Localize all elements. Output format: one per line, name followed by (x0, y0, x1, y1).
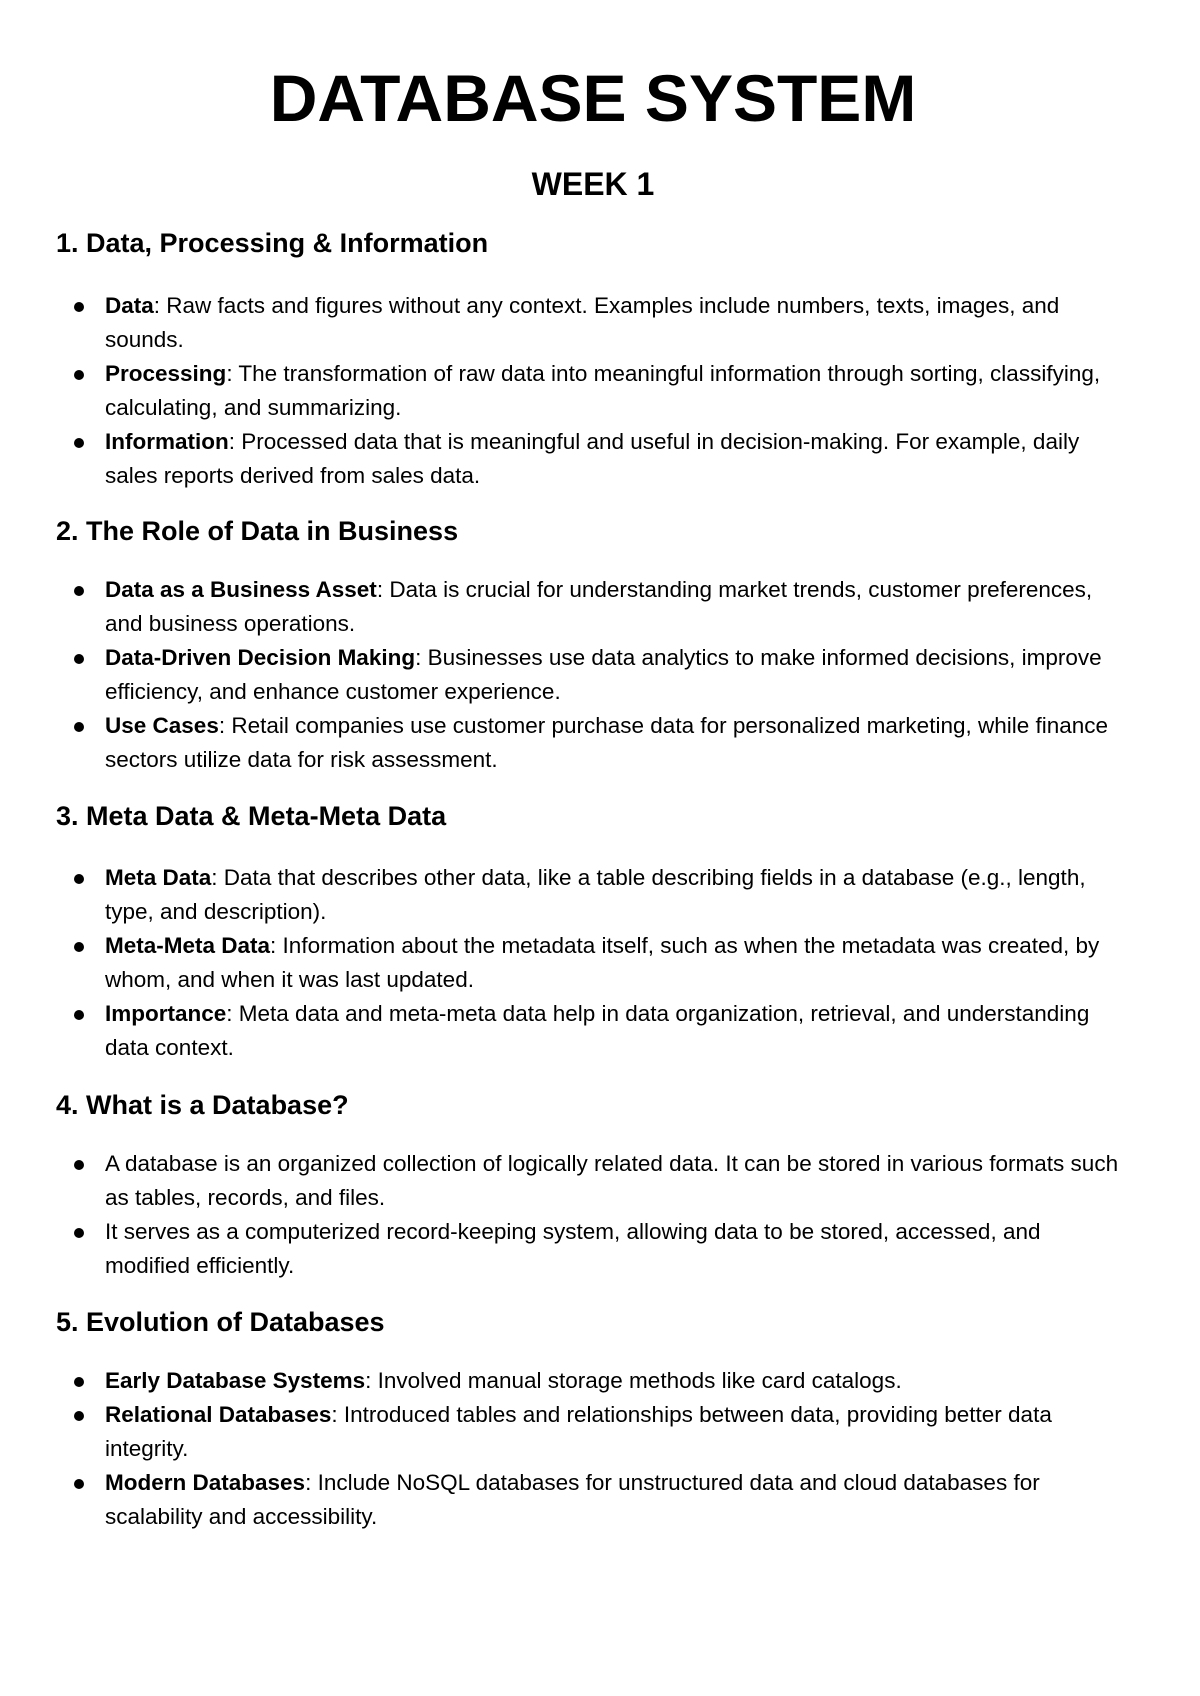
bullet-icon (74, 1479, 84, 1489)
list-item (105, 997, 1130, 1065)
section-list (56, 1364, 1130, 1534)
definition: : Retail companies use customer purchase data for personalized marketing, while finance sectors utilize data for risk assessment. (105, 713, 1109, 772)
definition: : Data that describes other data, like a table describing fields in a database (e.g., length, type, and description). (105, 865, 1086, 924)
section-4 (56, 1088, 1130, 1283)
definition: : Introduced tables and relationships between data, providing better data integrity. (105, 1402, 1052, 1461)
term: Information (105, 429, 229, 454)
bullet-icon (74, 302, 84, 312)
bullet-icon (74, 370, 84, 380)
bullet-icon (74, 874, 84, 884)
section-1 (56, 226, 1130, 493)
section-5 (56, 1305, 1130, 1534)
list-item (105, 1215, 1130, 1283)
list-item (105, 929, 1130, 997)
bullet-icon (74, 1228, 84, 1238)
section-heading: 1. Data, Processing & Information (56, 228, 489, 258)
definition: : The transformation of raw data into meaningful information through sorting, classifying, calculating, and summarizing. (105, 361, 1101, 420)
list-item (105, 1147, 1130, 1215)
list-item (105, 861, 1130, 929)
bullet-icon (74, 1160, 84, 1170)
definition: : Involved manual storage methods like card catalogs. (365, 1368, 902, 1393)
term: Data (105, 293, 154, 318)
bullet-icon (74, 438, 84, 448)
list-item (105, 641, 1130, 709)
list-item (105, 709, 1130, 777)
bullet-icon (74, 722, 84, 732)
list-item (105, 573, 1130, 641)
bullet-icon (74, 586, 84, 596)
list-item (105, 357, 1130, 425)
list-item (105, 1364, 1130, 1398)
bullet-icon (74, 1377, 84, 1387)
term: Data-Driven Decision Making (105, 645, 416, 670)
term: Relational Databases (105, 1402, 332, 1427)
section-list (56, 289, 1130, 493)
section-list (56, 861, 1130, 1065)
section-heading: 5. Evolution of Databases (56, 1307, 385, 1337)
document-title: DATABASE SYSTEM (269, 61, 917, 135)
section-2 (56, 514, 1130, 777)
term: Modern Databases (105, 1470, 306, 1495)
definition: : Raw facts and figures without any context. Examples include numbers, texts, images, and sounds. (105, 293, 1060, 352)
term: Importance (105, 1001, 227, 1026)
section-heading: 2. The Role of Data in Business (56, 516, 459, 546)
section-list (56, 573, 1130, 777)
definition: : Data is crucial for understanding market trends, customer preferences, and business operations. (105, 577, 1093, 636)
section-heading: 3. Meta Data & Meta-Meta Data (56, 801, 447, 831)
bullet-icon (74, 1411, 84, 1421)
list-item (105, 1466, 1130, 1534)
item-text: It serves as a computerized record-keeping system, allowing data to be stored, accessed, and modified efficiently. (105, 1219, 1041, 1278)
definition: : Include NoSQL databases for unstructured data and cloud databases for scalability and accessibility. (105, 1470, 1040, 1529)
term: Processing (105, 361, 227, 386)
definition: : Meta data and meta-meta data help in data organization, retrieval, and understanding data context. (105, 1001, 1090, 1060)
section-list (56, 1147, 1130, 1283)
bullet-icon (74, 1010, 84, 1020)
list-item (105, 425, 1130, 493)
bullet-icon (74, 942, 84, 952)
term: Use Cases (105, 713, 219, 738)
list-item (105, 289, 1130, 357)
section-3 (56, 799, 1130, 1065)
definition: : Businesses use data analytics to make informed decisions, improve efficiency, and enhance customer experience. (105, 645, 1102, 704)
term: Early Database Systems (105, 1368, 366, 1393)
section-heading: 4. What is a Database? (56, 1090, 349, 1120)
definition: : Information about the metadata itself, such as when the metadata was created, by whom, and when it was last updated. (105, 933, 1100, 992)
bullet-icon (74, 654, 84, 664)
term: Meta Data (105, 865, 212, 890)
document-subtitle: WEEK 1 (531, 166, 655, 202)
item-text: A database is an organized collection of logically related data. It can be stored in various formats such as tables, records, and files. (105, 1151, 1119, 1210)
term: Meta-Meta Data (105, 933, 271, 958)
definition: : Processed data that is meaningful and useful in decision-making. For example, daily sales reports derived from sales data. (105, 429, 1080, 488)
term: Data as a Business Asset (105, 577, 377, 602)
list-item (105, 1398, 1130, 1466)
